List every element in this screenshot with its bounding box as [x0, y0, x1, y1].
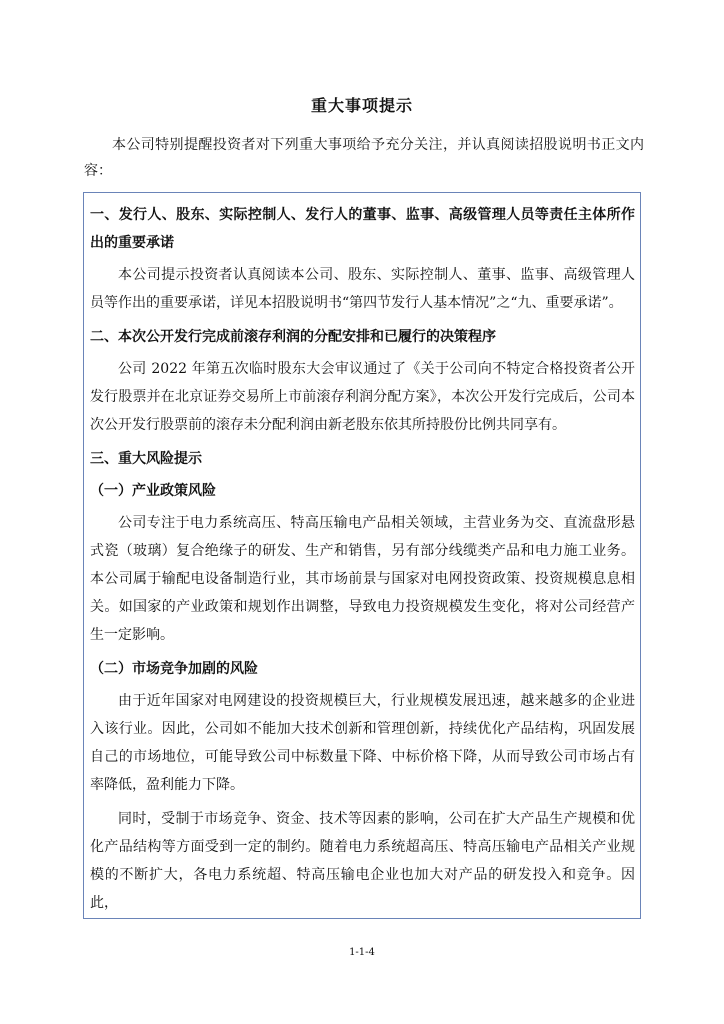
paragraph-policy-risk: 公司专注于电力系统高压、特高压输电产品相关领域，主营业务为交、直流盘形悬式瓷（玻璃）复合绝缘子的研发、生产和销售，另有部分线缆类产品和电力施工业务。本公司属于输配电设备制造行业，其市场前景与国家对电网投资政策、投资规模息息相关。如国家的产业政策和规划作出调整，导致电力投资规模发生变化，将对公司经营产生一定影响。	[90, 515, 635, 643]
content-box	[83, 192, 641, 919]
intro-paragraph: 本公司特别提醒投资者对下列重大事项给予充分关注，并认真阅读招股说明书正文内容：	[84, 137, 644, 179]
paragraph-competition-risk-1: 由于近年国家对电网建设的投资规模巨大，行业规模发展迅速，越来越多的企业进入该行业。因此，公司如不能加大技术创新和管理创新，持续优化产品结构，巩固发展自己的市场地位，可能导致公司中标数量下降、中标价格下降，从而导致公司市场占有率降低，盈利能力下降。	[90, 693, 635, 793]
section-heading-commitments: 一、发行人、股东、实际控制人、发行人的董事、监事、高级管理人员等责任主体所作出的重要承诺	[90, 207, 635, 251]
page-title: 重大事项提示	[310, 96, 413, 115]
paragraph-commitments: 本公司提示投资者认真阅读本公司、股东、实际控制人、董事、监事、高级管理人员等作出的重要承诺，详见本招股说明书“第四节发行人基本情况”之“九、重要承诺”。	[90, 267, 635, 311]
subsection-heading-competition-risk: （二）市场竞争加剧的风险	[90, 661, 258, 677]
paragraph-profit-distribution: 公司 2022 年第五次临时股东大会审议通过了《关于公司向不特定合格投资者公开发行股票并在北京证券交易所上市前滚存利润分配方案》，本次公开发行完成后，公司本次公开发行股票前的滚存未分配利润由新老股东依其所持股份比例共同享有。	[90, 361, 635, 433]
paragraph-competition-risk-2: 同时，受制于市场竞争、资金、技术等因素的影响，公司在扩大产品生产规模和优化产品结构等方面受到一定的制约。随着电力系统超高压、特高压输电产品相关产业规模的不断扩大，各电力系统超、特高压输电企业也加大对产品的研发投入和竞争。因此，	[90, 811, 635, 911]
section-heading-risk-tips: 三、重大风险提示	[90, 451, 202, 467]
section-heading-profit-distribution: 二、本次公开发行完成前滚存利润的分配安排和已履行的决策程序	[90, 329, 496, 345]
subsection-heading-policy-risk: （一）产业政策风险	[90, 483, 216, 499]
page-number: 1-1-4	[349, 947, 375, 958]
